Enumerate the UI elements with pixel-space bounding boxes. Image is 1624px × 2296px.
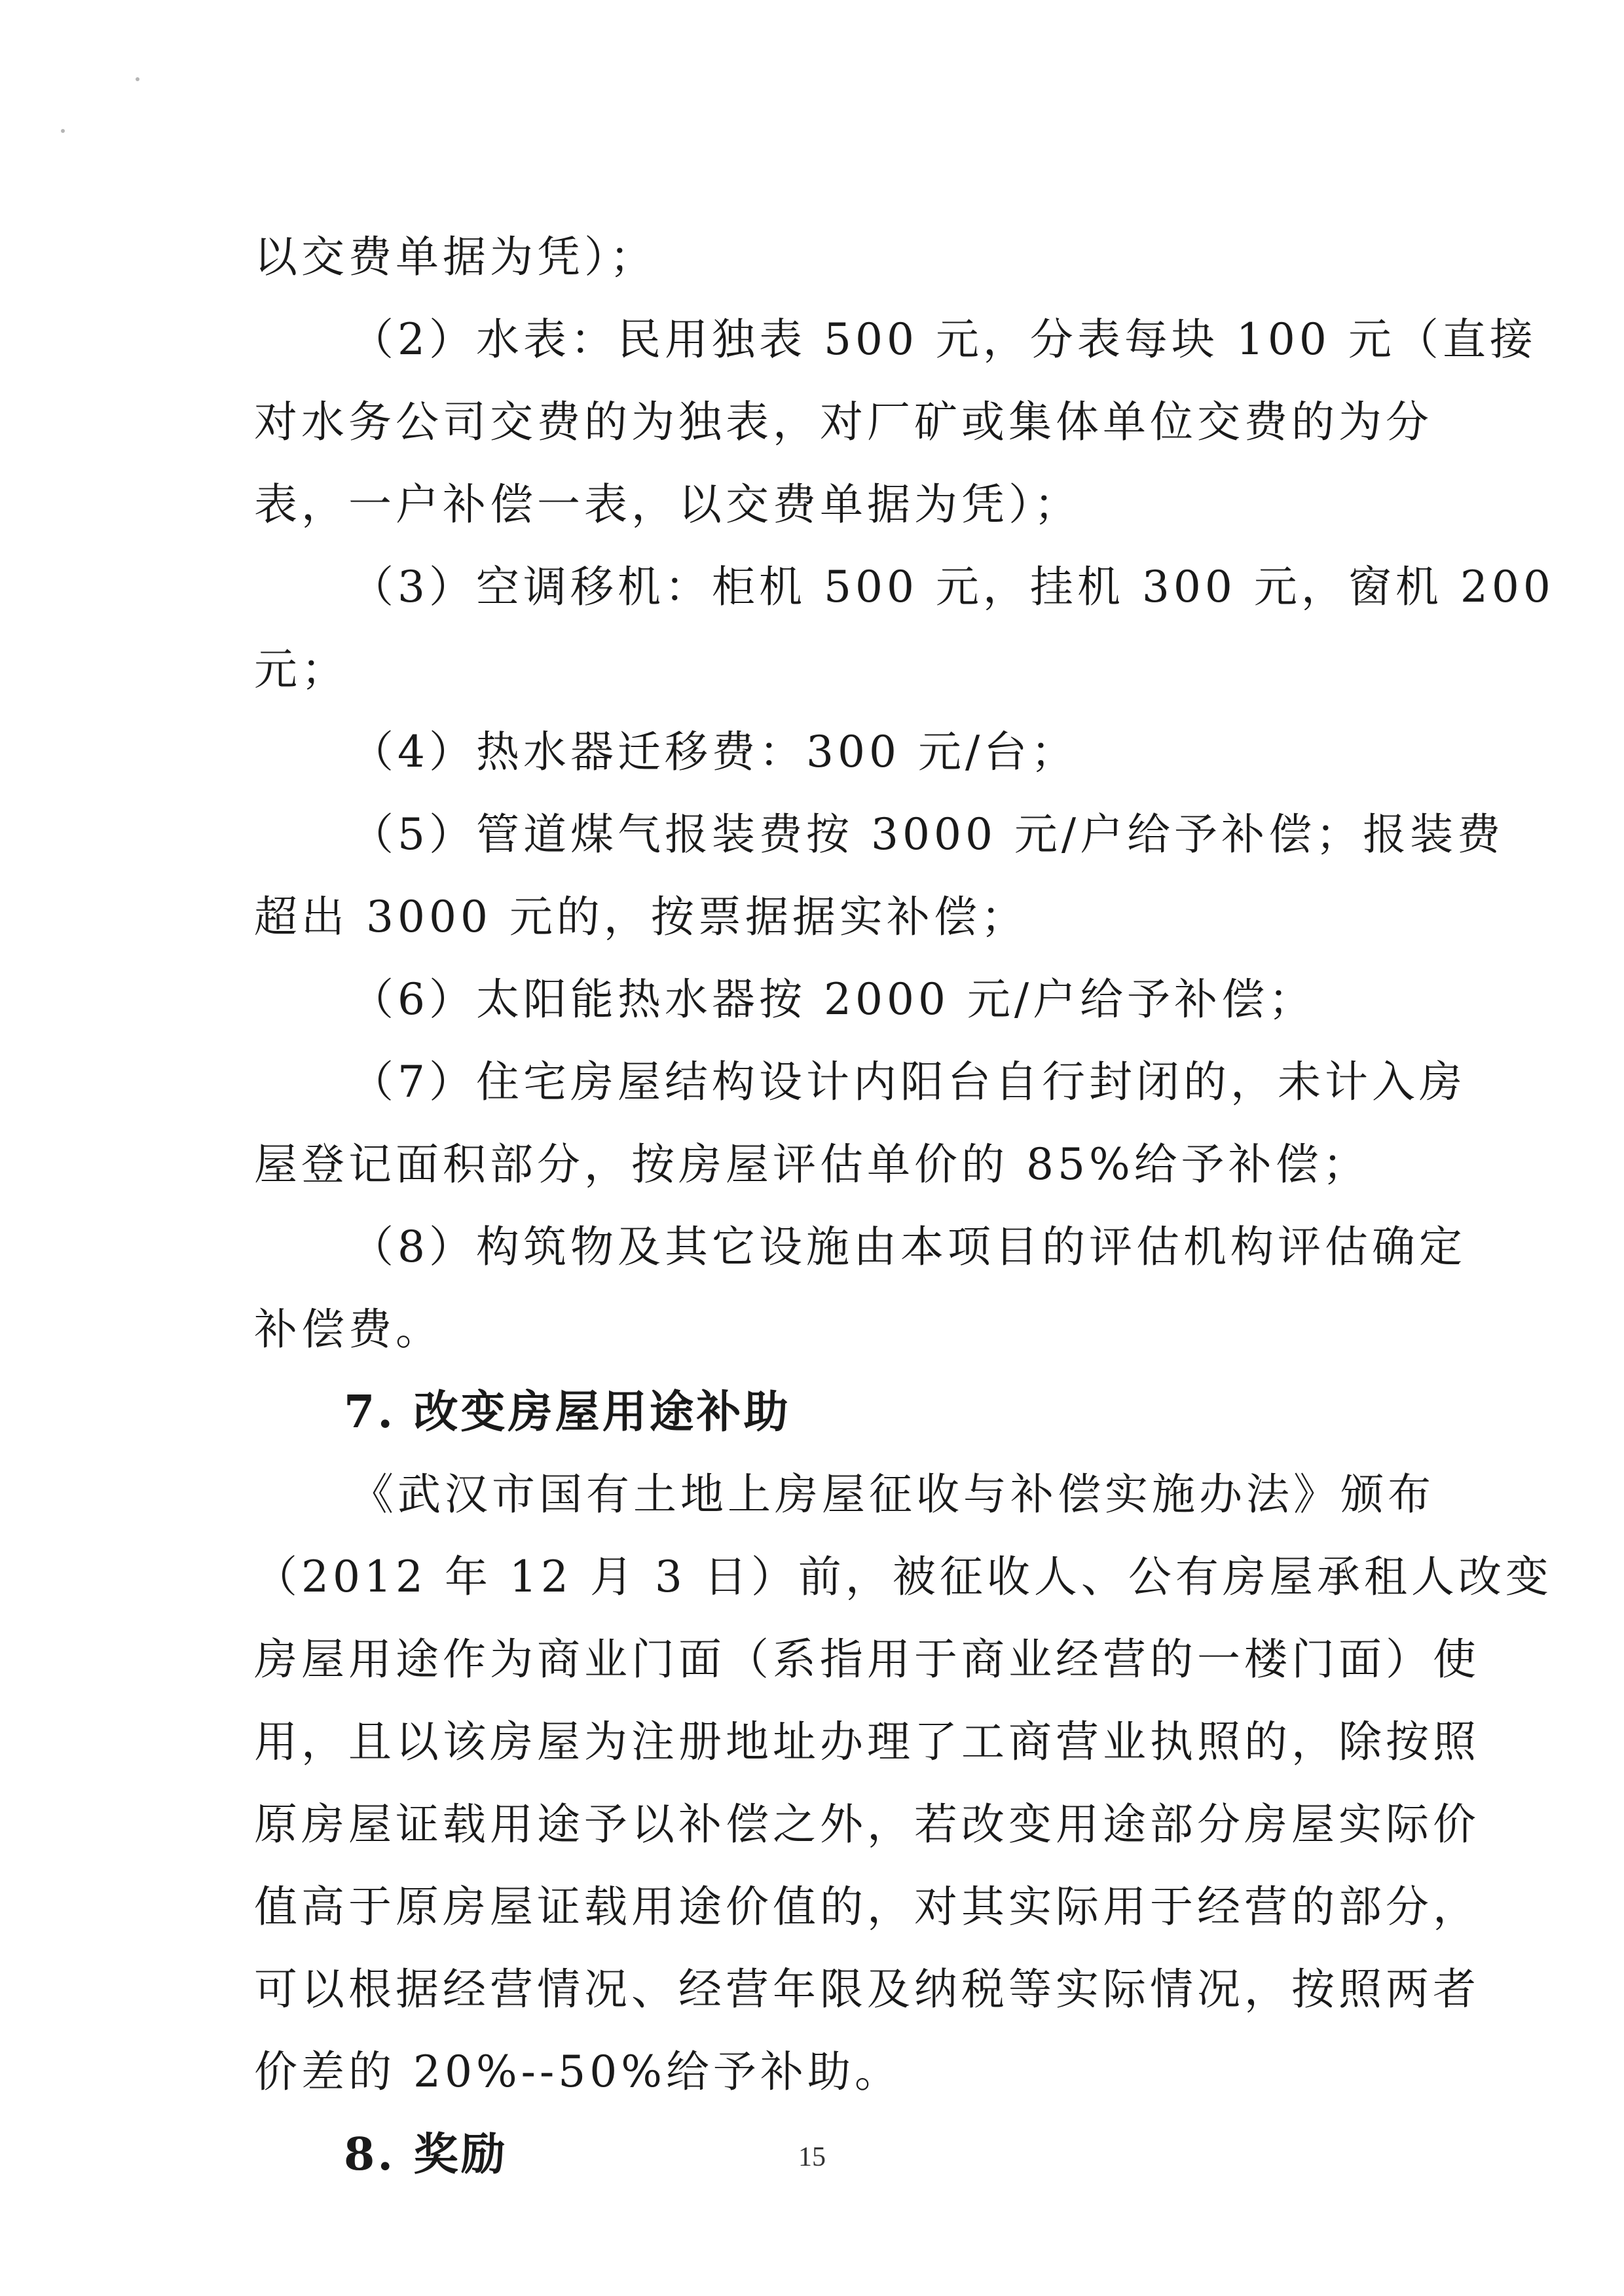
- text-line: 元；: [254, 644, 348, 695]
- text-line: （3）空调移机：柜机 500 元，挂机 300 元，窗机 200: [350, 562, 1555, 612]
- text-line: 表，一户补偿一表，以交费单据为凭）；: [254, 479, 1081, 530]
- text-line: 补偿费。: [254, 1304, 443, 1355]
- text-line: 原房屋证载用途予以补偿之外，若改变用途部分房屋实际价: [254, 1799, 1480, 1850]
- text-line: 以交费单据为凭）；: [254, 232, 657, 282]
- text-line: （7）住宅房屋结构设计内阳台自行封闭的，未计入房: [350, 1057, 1466, 1107]
- text-line: （8）构筑物及其它设施由本项目的评估机构评估确定: [350, 1222, 1466, 1272]
- section-heading: 8. 奖励: [344, 2128, 508, 2181]
- text-line: 屋登记面积部分，按房屋评估单价的 85%给予补偿；: [254, 1139, 1370, 1190]
- text-line: （4）热水器迁移费：300 元/台；: [350, 727, 1079, 777]
- text-line: 对水务公司交费的为独表，对厂矿或集体单位交费的为分: [254, 397, 1433, 447]
- text-line: 值高于原房屋证载用途价值的，对其实际用于经营的部分，: [254, 1882, 1480, 1932]
- text-line: 价差的 20%--50%给予补助。: [254, 2047, 902, 2097]
- text-line: 用，且以该房屋为注册地址办理了工商营业执照的，除按照: [254, 1717, 1480, 1767]
- page-number: 15: [798, 2142, 826, 2172]
- scan-speck: [136, 77, 139, 81]
- text-line: 超出 3000 元的，按票据据实补偿；: [254, 892, 1028, 942]
- scan-speck: [61, 129, 65, 133]
- text-line: 《武汉市国有土地上房屋征收与补偿实施办法》颁布: [350, 1469, 1435, 1520]
- text-line: （2012 年 12 月 3 日）前，被征收人、公有房屋承租人改变: [254, 1552, 1553, 1602]
- text-line: （5）管道煤气报装费按 3000 元/户给予补偿；报装费: [350, 809, 1505, 860]
- text-line: 可以根据经营情况、经营年限及纳税等实际情况，按照两者: [254, 1964, 1480, 2014]
- text-line: （6）太阳能热水器按 2000 元/户给予补偿；: [350, 974, 1316, 1025]
- section-heading: 7. 改变房屋用途补助: [344, 1386, 791, 1438]
- text-line: （2）水表：民用独表 500 元，分表每块 100 元（直接: [350, 314, 1537, 365]
- text-line: 房屋用途作为商业门面（系指用于商业经营的一楼门面）使: [254, 1634, 1480, 1685]
